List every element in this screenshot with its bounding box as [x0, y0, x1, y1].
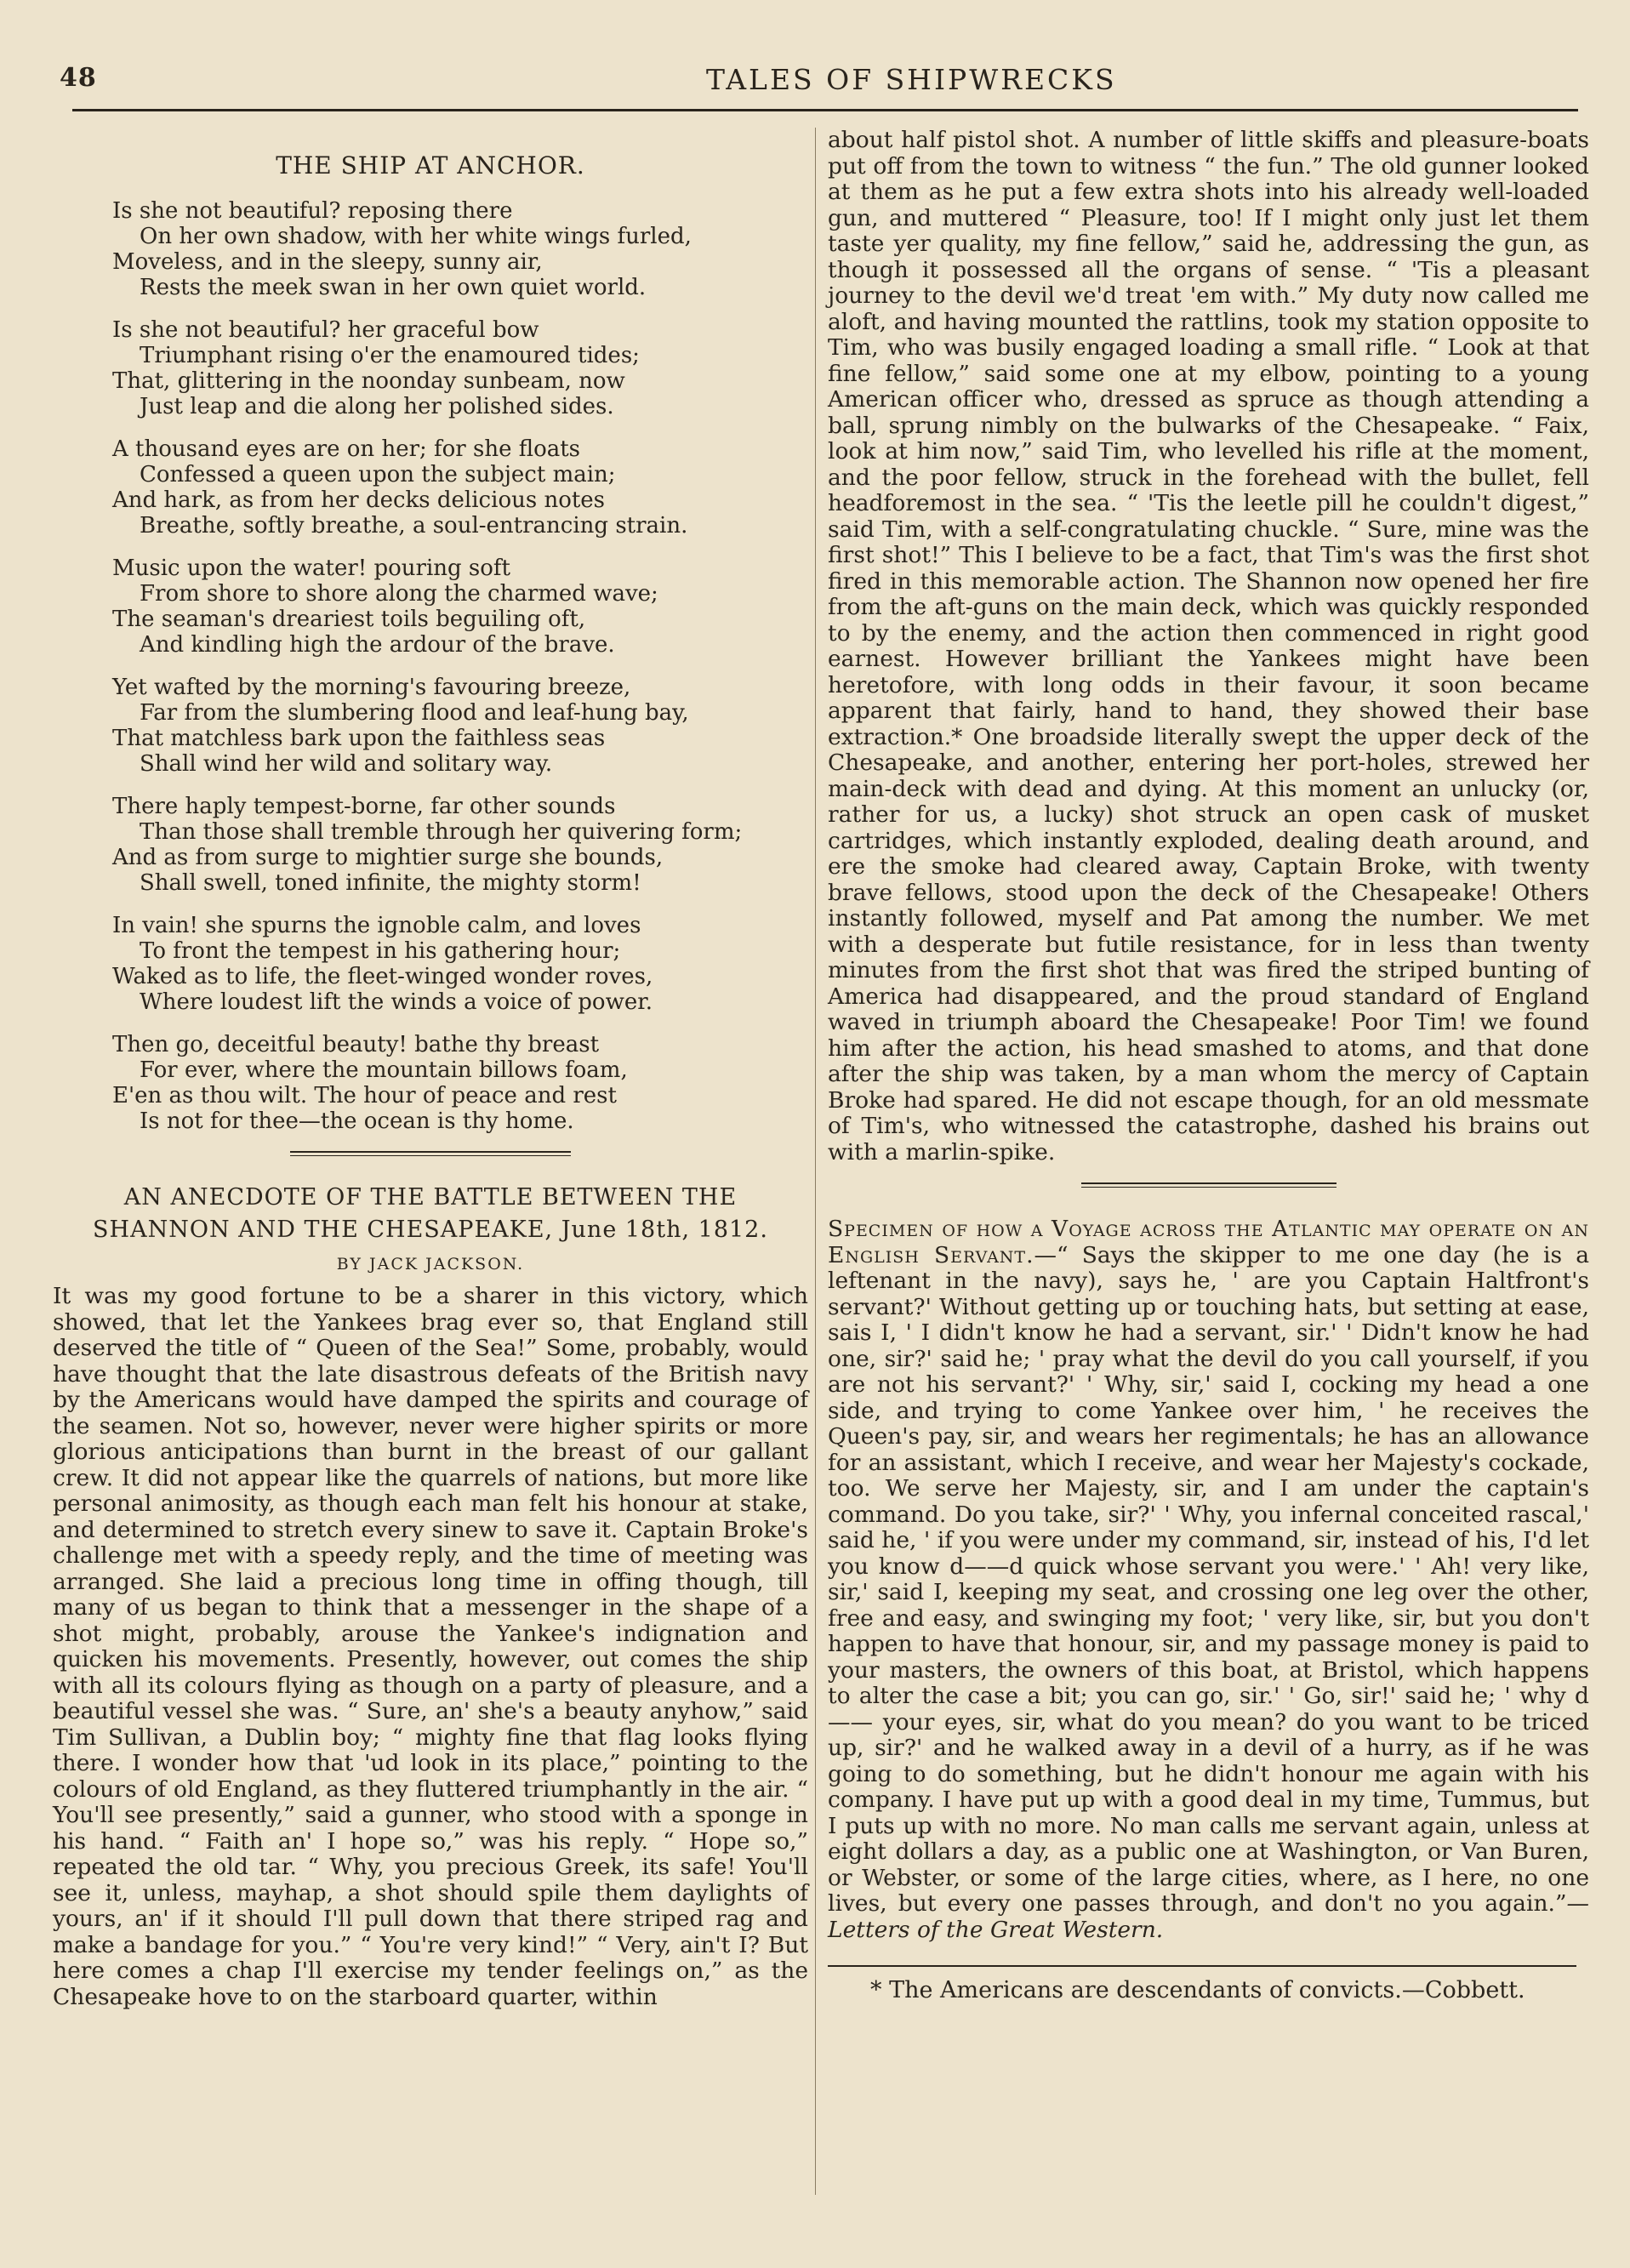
- poem-line: In vain! she spurns the ignoble calm, and loves: [112, 913, 641, 938]
- poem-line: Music upon the water! pouring soft: [112, 556, 510, 581]
- footnote: * The Americans are descendants of convicts.—Cobbett.: [870, 1977, 1525, 2003]
- article-body-left: It was my good fortune to be a sharer in this victory, which showed, that let the Yankees brag ever so, that England still deserved the title of “ Queen of the Sea!” Some, probably, would have thought that the late disastrous defeats of the British navy by the Americans would have damped the spirits and courage of the seamen. Not so, however, never were higher spirits or more glorious anticipations than burnt in the breast of our gallant crew. It did not appear like the quarrels of nations, but more like personal animosity, as though each man felt his honour at stake, and determined to stretch every sinew to save it. Captain Broke's challenge met with a speedy reply, and the time of meeting was arranged. She laid a precious long time in offing though, till many of us began to think that a messenger in the shape of a shot might, probably, arouse the Yankee's indignation and quicken his movements. Presently, however, out comes the ship with all its colours flying as though on a party of pleasure, and a beautiful vessel she was. “ Sure, an' she's a beauty anyhow,” said Tim Sullivan, a Dublin boy; “ mighty fine that flag looks flying there. I wonder how that 'ud look in its place,” pointing to the colours of old England, as they fluttered triumphantly in the air. “ You'll see presently,” said a gunner, who stood with a sponge in his hand. “ Faith an' I hope so,” was his reply. “ Hope so,” repeated the old tar. “ Why, you precious Greek, its safe! You'll see it, unless, mayhap, a shot should spile them daylights of yours, an' if it should I'll pull down that there striped rag and make a bandage for you.” “ You're very kind!” “ Very, ain't I? But here comes a chap I'll exercise my tender feelings on,” as the Chesapeake hove to on the starboard quarter, within: [53, 1283, 808, 2010]
- poem-line: Is she not beautiful? reposing there: [112, 198, 513, 224]
- poem-line: And kindling high the ardour of the brave.: [140, 632, 615, 658]
- poem-line: Yet wafted by the morning's favouring breeze,: [112, 675, 631, 700]
- specimen-body: —“ Says the skipper to me one day (he is a leftenant in the navy), says he, ' are you Captain Haltfront's servant?' Without getting up or touching hats, but setting at ease, sais I, ' I didn't know he had a servant, sir.' ' Didn't know he had one, sir?' said he; ' pray what the devil do you call yourself, if you are not his servant?' ' Why, sir,' said I, cocking my head a one side, and trying to come Yankee over him, ' he receives the Queen's pay, sir, and wears her regimentals; he has an allowance for an assistant, which I receive, and wear her Majesty's cockade, too. We serve her Majesty, sir, and I am under the captain's command. Do you take, sir?' ' Why, you infernal conceited rascal,' said he, ' if you were under my command, sir, instead of his, I'd let you know d——d quick whose servant you were.' ' Ah! very like, sir,' said I, keeping my seat, and crossing one leg over the other, free and easy, and swinging my foot; ' very like, sir, but you don't happen to have that honour, sir, and my passage money is paid to your masters, the owners of this boat, at Bristol, which happens to alter the case a bit; you can go, sir.' ' Go, sir!' said he; ' why d—— your eyes, sir, what do you mean? do you want to be triced up, sir?' and he walked away in a devil of a hurry, as if he was going to do something, but he didn't honour me again with his company. I have put up with a good deal in my time, Tummus, but I puts up with no more. No man calls me servant again, unless at eight dollars a day, as a public one at Washington, or Van Buren, or Webster, or some of the large cities, where, as I here, no one lives, but every one passes through, and don't no you again.”: [828, 1241, 1589, 1917]
- poem-stanza: [112, 317, 808, 419]
- running-title: TALES OF SHIPWRECKS: [706, 63, 1117, 96]
- poem-line: Shall wind her wild and solitary way.: [140, 751, 553, 777]
- poem-line: The seaman's dreariest toils beguiling oft,: [112, 607, 586, 632]
- poem-line: A thousand eyes are on her; for she floats: [112, 436, 581, 462]
- page-header: [60, 56, 1582, 107]
- poem-title: THE SHIP AT ANCHOR.: [276, 151, 585, 180]
- poem-line: Triumphant rising o'er the enamoured tides;: [140, 343, 640, 368]
- article-title: [53, 1182, 808, 1246]
- poem-line: And hark, as from her decks delicious notes: [112, 487, 606, 513]
- section-rule: [290, 1151, 571, 1156]
- poem-line: That matchless bark upon the faithless seas: [112, 726, 606, 751]
- poem-line: And as from surge to mightier surge she bounds,: [112, 845, 664, 870]
- header-rule: [72, 109, 1578, 111]
- poem-line: Confessed a queen upon the subject main;: [140, 462, 616, 487]
- article-body-right: about half pistol shot. A number of little skiffs and pleasure-boats put off from the town to witness “ the fun.” The old gunner looked at them as he put a few extra shots into his already well-loaded gun, and muttered “ Pleasure, too! If I might only just let them taste yer quality, my fine fellow,” said he, addressing the gun, as though it possessed all the organs of sense. “ 'Tis a pleasant journey to the devil we'd treat 'em with.” My duty now called me aloft, and having mounted the rattlins, took my station opposite to Tim, who was busily engaged loading a small rifle. “ Look at that fine fellow,” said some one at my elbow, pointing to a young American officer who, dressed as spruce as though attending a ball, sprung nimbly on the bulwarks of the Chesapeake. “ Faix, look at him now,” said Tim, who levelled his rifle at the moment, and the poor fellow, struck in the forehead with the bullet, fell headforemost in the sea. “ 'Tis the leetle pill he couldn't digest,” said Tim, with a self-congratulating chuckle. “ Sure, mine was the first shot!” This I believe to be a fact, that Tim's was the first shot fired in this memorable action. The Shannon now opened her fire from the aft-guns on the main deck, which was quickly responded to by the enemy, and the action then commenced in right good earnest. However brilliant the Yankees might have been heretofore, with long odds in their favour, it soon became apparent that fairly, hand to hand, they showed their base extraction.* One broadside literally swept the upper deck of the Chesapeake, and another, entering her port-holes, strewed her main-deck with dead and dying. At this moment an unlucky (or, rather for us, a lucky) shot struck an open cask of musket cartridges, which instantly exploded, dealing death around, and ere the smoke had cleared away, Captain Broke, with twenty brave fellows, stood upon the deck of the Chesapeake! Others instantly followed, myself and Pat among the number. We met with a desperate but futile resistance, for in less than twenty minutes from the first shot that was fired the striped bunting of America had disappeared, and the proud standard of England waved in triumph aboard the Chesapeake! Poor Tim! we found him after the action, his head smashed to atoms, and that done after the ship was taken, by a man whom the mercy of Captain Broke had spared. He did not escape though, for an old messmate of Tim's, who witnessed the catastrophe, dashed his brains out with a marlin-spike.: [828, 127, 1589, 1165]
- poem-stanza: [112, 913, 808, 1015]
- poem-line: Is she not beautiful? her graceful bow: [112, 317, 539, 343]
- poem-line: Than those shall tremble through her quivering form;: [140, 819, 743, 845]
- poem-line: From shore to shore along the charmed wave;: [140, 581, 658, 607]
- footnote-rule: [828, 1965, 1576, 1967]
- poem-stanza: [112, 198, 808, 300]
- left-column: [53, 128, 808, 2010]
- specimen-source: —Letters of the Great Western.: [828, 1890, 1589, 1943]
- poem-line: Shall swell, toned infinite, the mighty storm!: [140, 870, 641, 896]
- poem-line: E'en as thou wilt. The hour of peace and rest: [112, 1083, 617, 1108]
- column-divider: [815, 128, 816, 2195]
- poem-line: Moveless, and in the sleepy, sunny air,: [112, 249, 543, 275]
- poem-stanza: [112, 794, 808, 896]
- specimen-lead: Specimen of how a Voyage across the Atlantic may operate on an English Servant.: [828, 1216, 1589, 1268]
- poem-stanza: [112, 436, 808, 539]
- poem-line: To front the tempest in his gathering hour;: [140, 938, 621, 964]
- article-byline: BY JACK JACKSON.: [336, 1255, 525, 1274]
- section-rule-right: [1081, 1182, 1336, 1188]
- right-column: [828, 128, 1589, 2004]
- poem-line: Far from the slumbering flood and leaf-hung bay,: [140, 700, 689, 726]
- article-title-line-1: AN ANECDOTE OF THE BATTLE BETWEEN THE: [123, 1184, 738, 1211]
- poem-stanza: [112, 675, 808, 777]
- poem-line: Waked as to life, the fleet-winged wonder roves,: [112, 964, 653, 989]
- poem-stanza: [112, 556, 808, 658]
- poem-line: Is not for thee—the ocean is thy home.: [140, 1108, 574, 1134]
- poem-line: That, glittering in the noonday sunbeam, now: [112, 368, 625, 394]
- page-number: 48: [60, 63, 97, 93]
- poem-line: Where loudest lift the winds a voice of power.: [140, 989, 653, 1015]
- poem-line: Rests the meek swan in her own quiet world.: [140, 275, 647, 300]
- specimen-paragraph: [828, 1217, 1589, 1943]
- poem-line: Just leap and die along her polished sides.: [140, 394, 614, 419]
- poem-body: [53, 198, 808, 1134]
- poem-line: There haply tempest-borne, far other sounds: [112, 794, 616, 819]
- poem-line: Breathe, softly breathe, a soul-entrancing strain.: [140, 513, 688, 539]
- article-title-line-2: SHANNON AND THE CHESAPEAKE, June 18th, 1812.: [93, 1217, 768, 1243]
- poem-line: On her own shadow, with her white wings furled,: [140, 224, 692, 249]
- poem-line: For ever, where the mountain billows foam,: [140, 1057, 628, 1083]
- poem-line: Then go, deceitful beauty! bathe thy breast: [112, 1032, 600, 1057]
- poem-stanza: [112, 1032, 808, 1134]
